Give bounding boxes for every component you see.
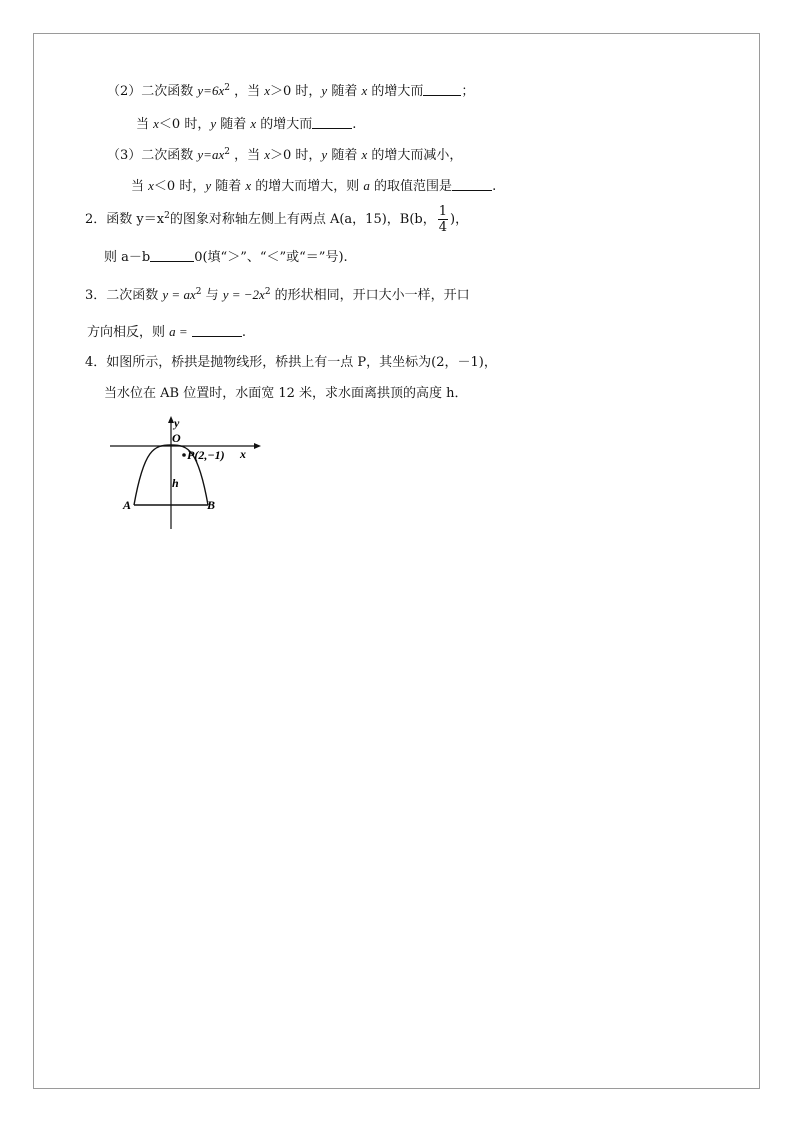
bridge-arch-figure [108,413,268,533]
q1-part3-label: （3）二次函数 [107,148,198,163]
variable-y: y [205,178,212,193]
q2-text: 0(填“＞”、“＜”或“＝”号). [194,250,348,265]
text-segment: ，当 [229,84,265,99]
q3-text: 的形状相同，开口大小一样，开口 [270,288,470,303]
condition-text: ＜0 时， [153,179,206,194]
q4-line2 [104,385,468,403]
exponent: 2 [224,83,230,93]
label-h: h [172,476,179,490]
exponent: 2 [264,287,271,297]
label-point-p: P(2,−1) [187,448,225,462]
variable-x: x [250,116,257,131]
label-x: x [240,447,246,461]
exponent: 2 [195,287,202,297]
variable-a: a [363,178,370,193]
q3-line1 [85,286,470,305]
text-segment: 的增大而减小， [367,148,463,163]
label-y: y [174,416,180,430]
text-segment: 的增大而 [256,117,313,132]
q3-text: 与 [201,288,223,303]
punctuation: ； [461,84,475,99]
q1-part2-label: （2）二次函数 [107,84,198,99]
variable-x: x [264,147,270,162]
label-a: A [123,498,132,512]
variable-y: y [321,147,328,162]
exponent: 2 [224,147,230,157]
function-expression: y=ax [197,147,225,162]
q2-line1 [85,203,468,237]
label-b: B [207,498,216,512]
q3-text: 方向相反，则 [87,325,170,340]
variable-x: x [264,83,270,98]
text-segment: 随着 [327,148,362,163]
label-origin: O [172,431,181,445]
text-segment: 当 [131,179,149,194]
text-segment: ，当 [229,148,265,163]
punctuation: . [352,117,357,132]
text-segment: 的增大而增大，则 [251,179,364,194]
x-axis-arrow [254,443,261,449]
text-segment: 的取值范围是 [369,179,453,194]
punctuation: . [492,179,497,194]
text-segment: 随着 [216,117,251,132]
expression-ax2: y = ax [162,287,196,302]
variable-y: y [210,116,217,131]
q3-text: 3．二次函数 [85,288,163,303]
variable-x: x [153,116,159,131]
q3-line2 [87,323,246,342]
answer-blank [452,178,492,191]
text-segment: 当 [136,117,154,132]
variable-x: x [148,178,154,193]
expression-neg2x2: y = −2x [222,287,265,302]
text-segment: 随着 [211,179,246,194]
condition-text: ＞0 时， [270,84,322,99]
fraction-numerator: 1 [438,204,448,219]
punctuation: . [241,325,246,340]
function-expression: y=6x [197,83,225,98]
fraction-denominator: 4 [438,220,448,235]
exponent: 2 [164,211,170,221]
point-p [182,453,186,457]
fraction-one-quarter [438,204,448,235]
answer-blank [312,116,352,129]
answer-blank [192,324,242,337]
punctuation: )， [450,212,469,227]
q2-text: 2．函数 y＝x [85,212,165,227]
q4-text: 4．如图所示，桥拱是抛物线形，桥拱上有一点 P，其坐标为(2，－1)， [85,355,497,370]
q1-part2-line1 [107,82,474,101]
q1-part2-line2 [136,115,356,134]
q2-text: 的图象对称轴左侧上有两点 A(a，15)，B(b， [169,212,436,227]
condition-text: ＜0 时， [158,117,211,132]
variable-y: y [321,83,328,98]
text-segment: 随着 [327,84,362,99]
q1-part3-line1 [107,146,462,165]
variable-x: x [361,147,368,162]
q2-text: 则 a－b [104,250,151,265]
text-segment: 的增大而 [367,84,424,99]
condition-text: ＞0 时， [270,148,322,163]
answer-blank [150,249,194,262]
q4-line1 [85,354,497,372]
expression-a: a = [169,324,188,339]
answer-blank [423,83,461,96]
q1-part3-line2 [131,177,496,196]
q4-text: 当水位在 AB 位置时，水面宽 12 米，求水面离拱顶的高度 h． [104,386,468,401]
variable-x: x [245,178,252,193]
q2-line2 [104,249,348,267]
variable-x: x [361,83,368,98]
